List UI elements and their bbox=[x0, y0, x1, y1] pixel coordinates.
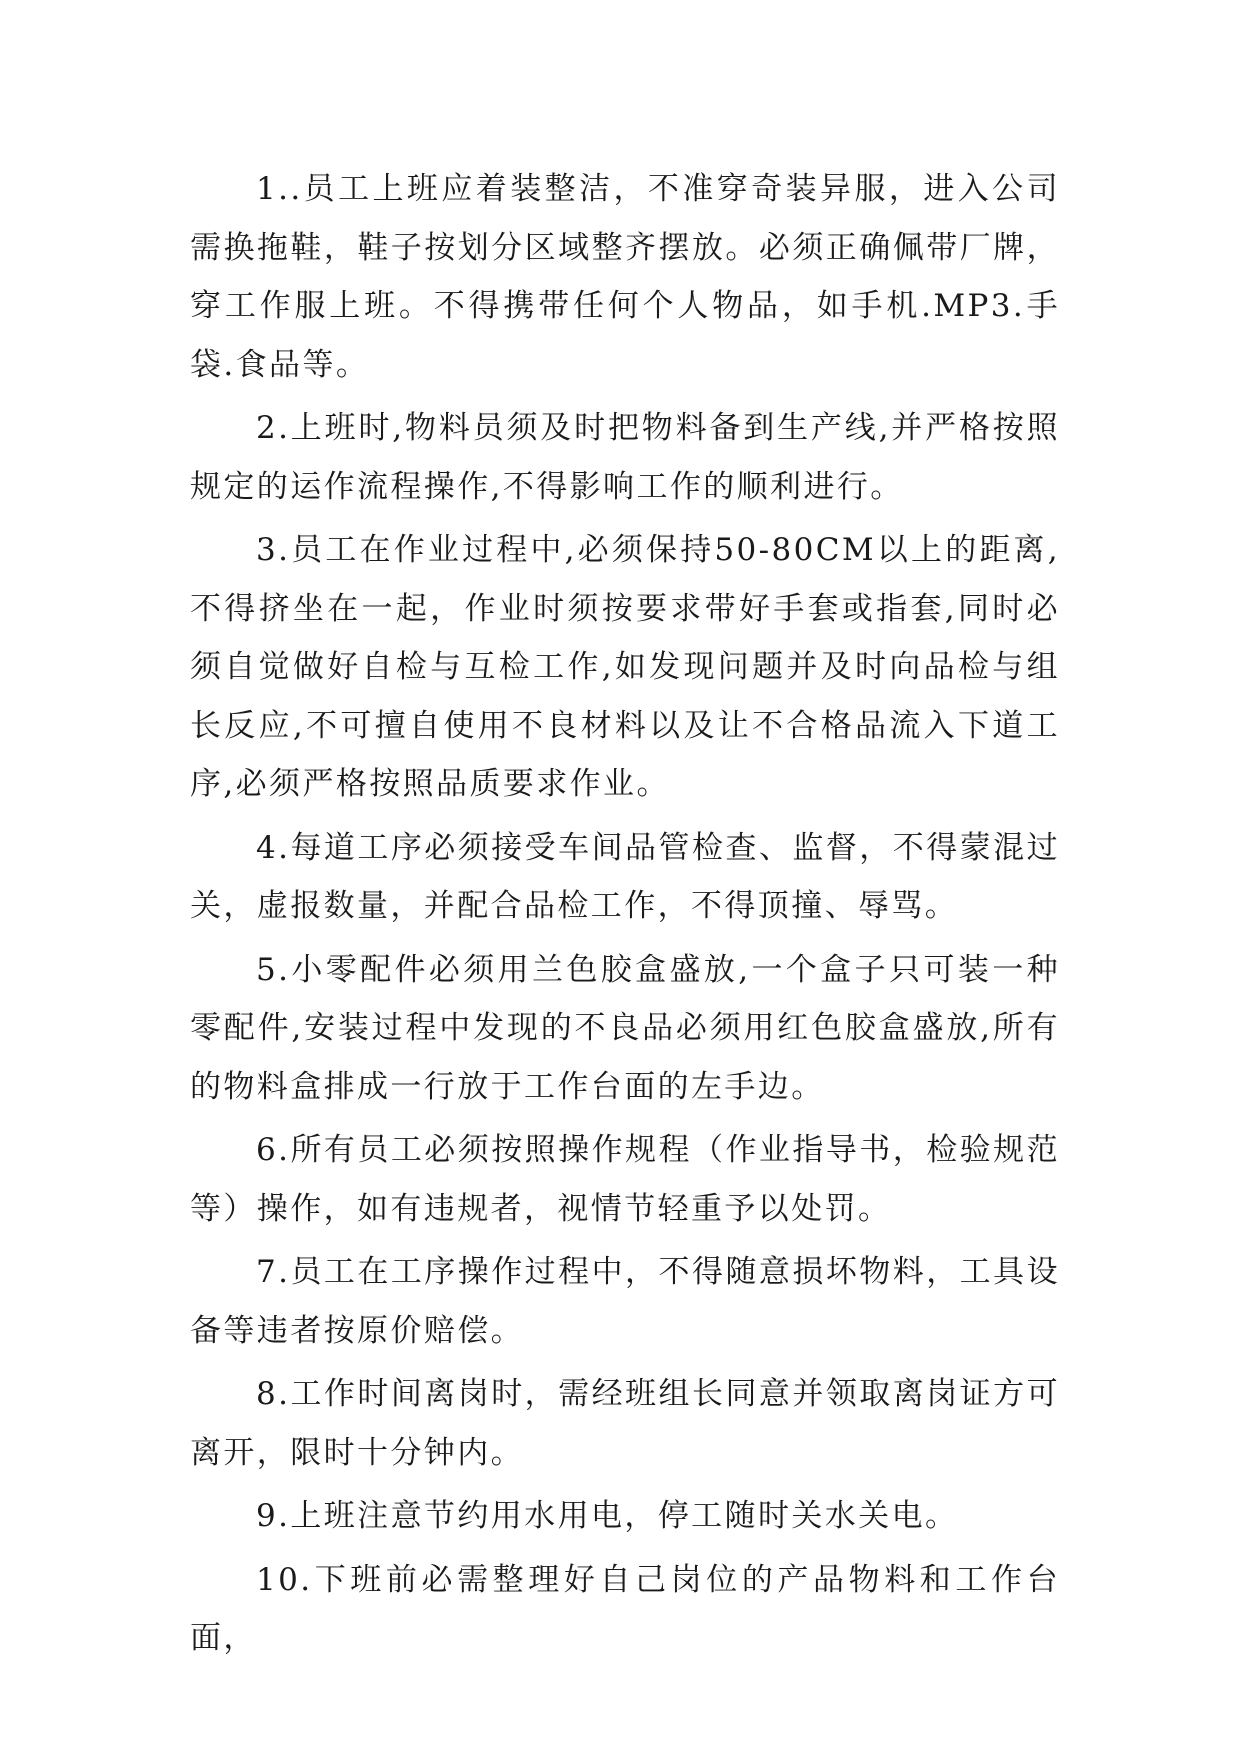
rule-paragraph-8: 8.工作时间离岗时，需经班组长同意并领取离岗证方可离开，限时十分钟内。 bbox=[190, 1376, 1060, 1471]
rule-paragraph-9: 9.上班注意节约用水用电，停工随时关水关电。 bbox=[256, 1498, 959, 1534]
document-body bbox=[190, 160, 1060, 1673]
rule-paragraph-5: 5.小零配件必须用兰色胶盒盛放,一个盒子只可装一种零配件,安装过程中发现的不良品必须用红色胶盒盛放,所有的物料盒排成一行放于工作台面的左手边。 bbox=[190, 951, 1060, 1105]
rule-paragraph-7: 7.员工在工序操作过程中，不得随意损坏物料，工具设备等违者按原价赔偿。 bbox=[190, 1254, 1060, 1349]
rule-paragraph-2: 2.上班时,物料员须及时把物料备到生产线,并严格按照规定的运作流程操作,不得影响工作的顺利进行。 bbox=[190, 410, 1060, 505]
rule-paragraph-6: 6.所有员工必须按照操作规程（作业指导书，检验规范等）操作，如有违规者，视情节轻重予以处罚。 bbox=[190, 1132, 1060, 1227]
rule-paragraph-3: 3.员工在作业过程中,必须保持50-80CM以上的距离,不得挤坐在一起，作业时须按要求带好手套或指套,同时必须自觉做好自检与互检工作,如发现问题并及时向品检与组长反应,不可擅自使用不良材料以及让不合格品流入下道工序,必须严格按照品质要求作业。 bbox=[190, 532, 1060, 802]
rule-paragraph-10: 10.下班前必需整理好自己岗位的产品物料和工作台面， bbox=[190, 1561, 1060, 1656]
rule-paragraph-1: 1..员工上班应着装整洁，不准穿奇装异服，进入公司需换拖鞋，鞋子按划分区域整齐摆放。必须正确佩带厂牌，穿工作服上班。不得携带任何个人物品，如手机.MP3.手袋.食品等。 bbox=[190, 171, 1060, 383]
rule-paragraph-4: 4.每道工序必须接受车间品管检查、监督，不得蒙混过关，虚报数量，并配合品检工作，不得顶撞、辱骂。 bbox=[190, 829, 1060, 924]
